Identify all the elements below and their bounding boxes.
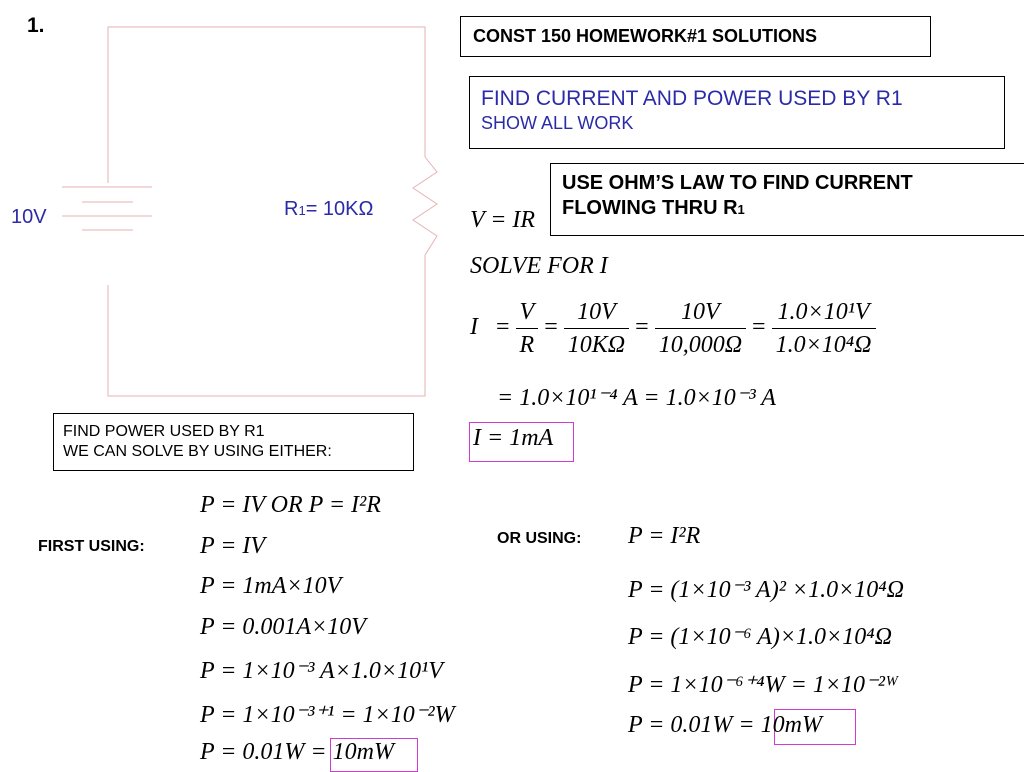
ohms-law-line1: USE OHM’S LAW TO FIND CURRENT [562, 172, 913, 194]
ohms-law-line2: FLOWING THRU R1 [562, 197, 745, 219]
resistor-label: R1= 10KΩ [284, 198, 374, 220]
or-using-step: P = (1×10⁻⁶ A)×1.0×10⁴Ω [628, 624, 892, 650]
instructions-box [469, 76, 1005, 149]
power-instructions-line1: FIND POWER USED BY R1 [63, 423, 265, 440]
first-using-label: FIRST USING: [38, 538, 145, 555]
first-using-step: P = 0.001A×10V [200, 614, 366, 640]
first-using-step: P = 1×10⁻³ A×1.0×10¹V [200, 658, 443, 684]
fraction-10v-over-10000: $\frac{10V}{10,000\Omega}$ [655, 296, 746, 361]
ohms-law-box [550, 163, 1024, 236]
ohms-law-equation: V = IR [470, 207, 536, 233]
page-title: CONST 150 HOMEWORK#1 SOLUTIONS [473, 26, 818, 46]
or-using-final: P = 0.01W = 10mW [628, 712, 822, 738]
solve-for-label: SOLVE FOR I [470, 253, 608, 279]
power-instructions-box [53, 413, 414, 471]
or-using-step: P = (1×10⁻³ A)² ×1.0×10⁴Ω [628, 577, 904, 603]
source-voltage-label: 10V [11, 206, 47, 228]
current-result-line: = 1.0×10¹⁻⁴ A = 1.0×10⁻³ A [497, 385, 776, 411]
or-using-step: P = 1×10⁻⁶⁺⁴W = 1×10⁻²ᵂ [628, 672, 899, 698]
first-using-final: P = 0.01W = 10mW [200, 739, 394, 765]
instructions-line1: FIND CURRENT AND POWER USED BY R1 [481, 87, 903, 110]
or-using-step: P = I²R [628, 523, 701, 549]
current-fraction-equation: I = $\frac{V}{R}$ = $\frac{10V}{10K\Omega}$ = $\frac{10V}{10,000\Omega}$ = $\frac{\text{1.0×10¹V}}{\text{1.0×10⁴Ω}}$ [470, 296, 876, 361]
resistor-icon [413, 157, 437, 255]
circuit-wires [108, 27, 425, 396]
instructions-line2: SHOW ALL WORK [481, 113, 634, 133]
first-using-step: P = 1mA×10V [200, 573, 342, 599]
first-using-step: P = 1×10⁻³⁺¹ = 1×10⁻²W [200, 702, 455, 728]
or-final-answer: 10mW [760, 712, 822, 738]
wire-top [108, 27, 425, 183]
circuit-diagram [0, 0, 460, 410]
title-box [460, 16, 931, 57]
fraction-v-over-r: $\frac{V}{R}$ [516, 296, 539, 361]
or-using-label: OR USING: [497, 530, 582, 547]
wire-bottom [108, 255, 425, 396]
first-final-answer: 10mW [332, 739, 394, 765]
first-using-step: P = IV [200, 533, 266, 559]
battery-icon [62, 187, 152, 230]
problem-number: 1. [27, 14, 45, 37]
fraction-10v-over-10k: $\frac{10V}{10K\Omega}$ [564, 296, 629, 361]
equation-lhs: I [470, 314, 478, 341]
power-instructions-line2: WE CAN SOLVE BY USING EITHER: [63, 443, 332, 460]
power-formulas: P = IV OR P = I²R [200, 492, 381, 518]
current-answer: I = 1mA [473, 425, 554, 451]
fraction-scientific: $\frac{\text{1.0×10¹V}}{\text{1.0×10⁴Ω}}$ [772, 296, 876, 361]
